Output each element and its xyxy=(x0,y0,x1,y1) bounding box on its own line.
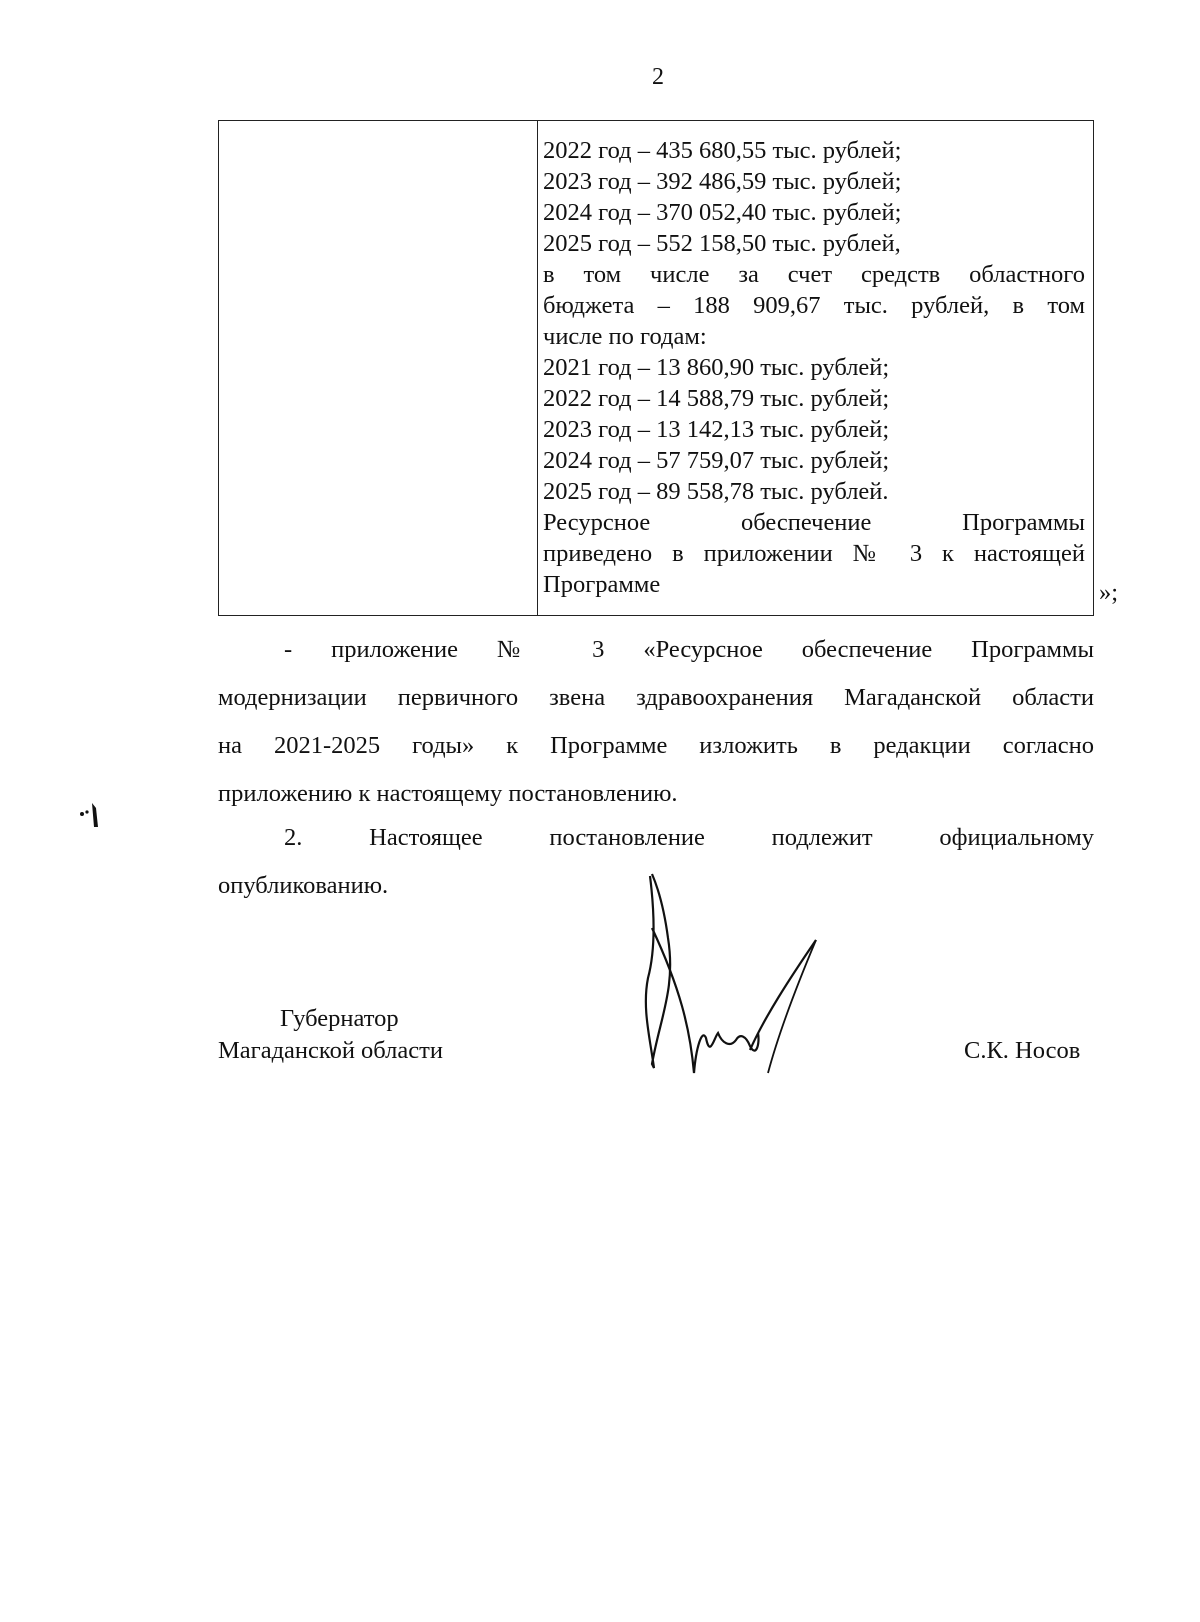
funding-line: 2025 год – 552 158,50 тыс. рублей, xyxy=(543,230,901,257)
handwritten-signature xyxy=(640,868,850,1108)
funding-line: Программе xyxy=(543,571,661,598)
funding-line: 2022 год – 435 680,55 тыс. рублей; xyxy=(543,137,902,164)
table-column-divider xyxy=(537,121,538,615)
funding-line: 2025 год – 89 558,78 тыс. рублей. xyxy=(543,478,889,505)
funding-text-line: бюджета – 188 909,67 тыс. рублей, в том xyxy=(543,292,1085,319)
funding-line: 2023 год – 13 142,13 тыс. рублей; xyxy=(543,416,890,443)
funding-line: 2022 год – 14 588,79 тыс. рублей; xyxy=(543,385,890,412)
funding-line: числе по годам: xyxy=(543,323,707,350)
amendment-paragraph xyxy=(218,626,1094,818)
funding-line: 2024 год – 57 759,07 тыс. рублей; xyxy=(543,447,890,474)
paragraph-line: опубликованию. xyxy=(218,872,389,899)
funding-line: 2023 год – 392 486,59 тыс. рублей; xyxy=(543,168,902,195)
paragraph-line: приложению к настоящему постановлению. xyxy=(218,780,678,807)
paragraph-line: 2. Настоящее постановление подлежит официальному xyxy=(284,824,1094,851)
paragraph-line: на 2021-2025 годы» к Программе изложить в редакции согласно xyxy=(218,732,1094,759)
table-right-cell xyxy=(543,135,1085,600)
funding-text-line: в том числе за счет средств областного xyxy=(543,261,1085,288)
paragraph-line: - приложение № 3 «Ресурсное обеспечение Программы xyxy=(284,636,1094,663)
closing-quote: »; xyxy=(1099,579,1119,606)
funding-line: 2021 год – 13 860,90 тыс. рублей; xyxy=(543,354,890,381)
scan-artifact-icon xyxy=(74,800,104,830)
funding-text-line: приведено в приложении № 3 к настоящей xyxy=(543,540,1085,567)
signer-region: Магаданской области xyxy=(218,1037,443,1064)
funding-text-line: Ресурсное обеспечение Программы xyxy=(543,509,1085,536)
resource-table xyxy=(218,120,1094,616)
signer-name: С.К. Носов xyxy=(964,1037,1081,1064)
paragraph-line: модернизации первичного звена здравоохранения Магаданской области xyxy=(218,684,1094,711)
funding-line: 2024 год – 370 052,40 тыс. рублей; xyxy=(543,199,902,226)
signer-position: Губернатор xyxy=(280,1005,399,1032)
page-number: 2 xyxy=(652,64,664,90)
signer-title xyxy=(218,1003,443,1067)
